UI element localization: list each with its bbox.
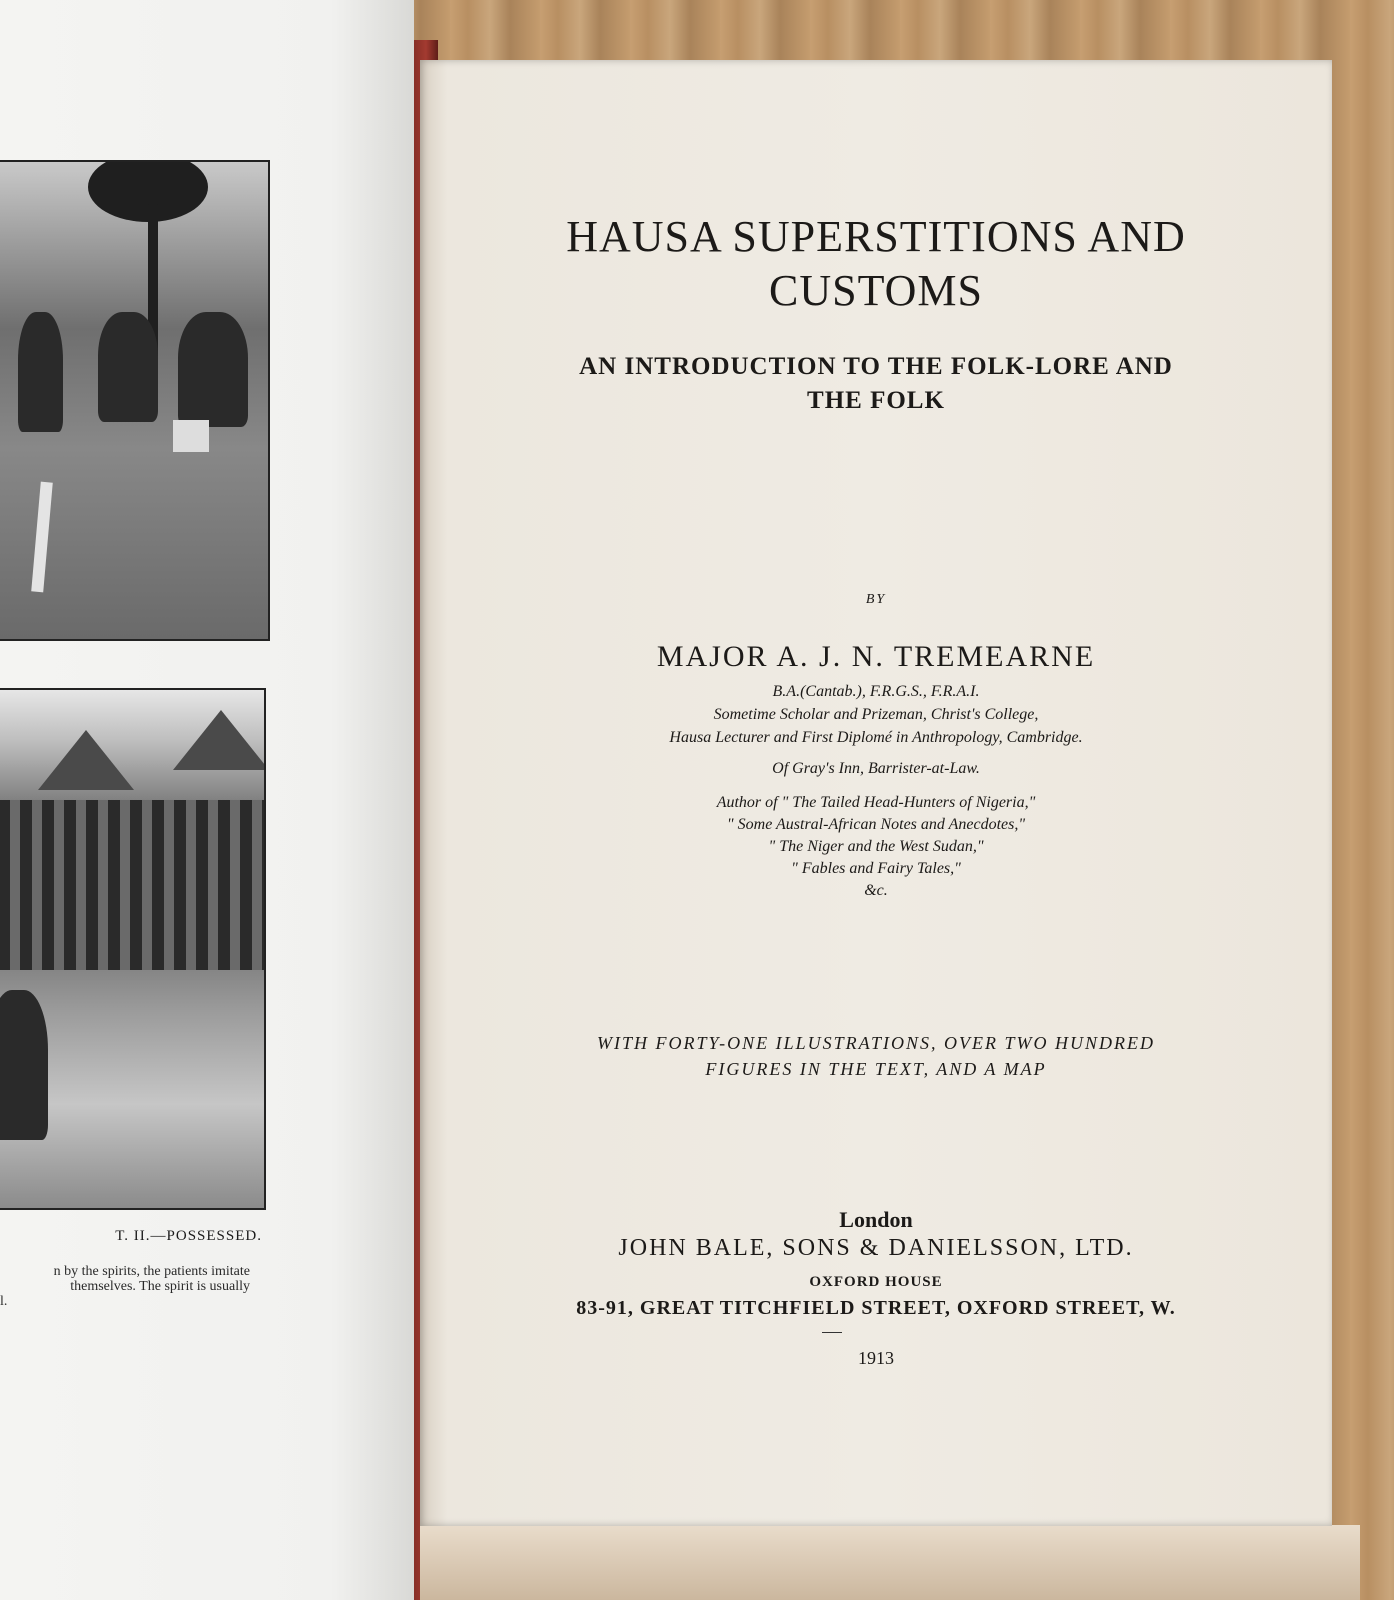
caption-line: n by the spirits, the patients imitate <box>53 1264 250 1279</box>
caption-line: themselves. The spirit is usually <box>70 1279 250 1294</box>
crowd <box>0 800 264 970</box>
figure-caption: T. II.—POSSESSED. <box>115 1228 262 1244</box>
publisher-address: 83-91, GREAT TITCHFIELD STREET, OXFORD STREET, W. <box>576 1297 1176 1319</box>
page-block-edge <box>420 1525 1360 1600</box>
subtitle-line: THE FOLK <box>807 387 945 414</box>
book-title <box>420 210 1332 318</box>
works-line: Author of " The Tailed Head-Hunters of Nigeria," <box>716 794 1036 811</box>
hut-roof <box>173 710 266 770</box>
photograph-crowd-village <box>0 688 266 1210</box>
publisher-name: JOHN BALE, SONS & DANIELSSON, LTD. <box>618 1235 1134 1261</box>
seated-figure <box>18 312 63 432</box>
works-line: &c. <box>864 882 888 899</box>
seated-figure <box>178 312 248 427</box>
caption-text <box>0 1264 250 1309</box>
works-line: " Some Austral-African Notes and Anecdotes," <box>726 816 1026 833</box>
works-line: " The Niger and the West Sudan," <box>768 838 984 855</box>
author-credentials <box>420 680 1332 749</box>
by-label: BY <box>865 592 887 607</box>
publisher-city: London <box>839 1207 913 1232</box>
publication-year: 1913 <box>858 1348 894 1368</box>
left-page <box>0 0 414 1600</box>
author-works <box>420 792 1332 902</box>
kneeling-figure <box>0 990 48 1140</box>
author-name: MAJOR A. J. N. TREMEARNE <box>656 640 1096 673</box>
white-stick <box>31 482 53 593</box>
book-subtitle <box>420 350 1332 418</box>
author-inn: Of Gray's Inn, Barrister-at-Law. <box>772 760 980 777</box>
publisher-house: OXFORD HOUSE <box>809 1274 943 1290</box>
works-line: " Fables and Fairy Tales," <box>791 860 961 877</box>
illustrations-line: WITH FORTY-ONE ILLUSTRATIONS, OVER TWO HUNDRED <box>596 1033 1155 1053</box>
photograph-seated-group <box>0 160 270 641</box>
title-line: HAUSA SUPERSTITIONS AND <box>566 212 1186 261</box>
subtitle-line: AN INTRODUCTION TO THE FOLK-LORE AND <box>579 353 1173 380</box>
caption-line: l. <box>0 1294 8 1309</box>
illustrations-note <box>420 1030 1332 1082</box>
divider-rule <box>822 1332 842 1333</box>
credential-line: Hausa Lecturer and First Diplomé in Anthropology, Cambridge. <box>669 729 1083 746</box>
title-line: CUSTOMS <box>768 266 984 315</box>
seated-figure <box>98 312 158 422</box>
illustrations-line: FIGURES IN THE TEXT, AND A MAP <box>705 1059 1047 1079</box>
credential-line: Sometime Scholar and Prizeman, Christ's College, <box>713 706 1039 723</box>
credential-line: B.A.(Cantab.), F.R.G.S., F.R.A.I. <box>772 683 980 700</box>
hut-roof <box>38 730 134 790</box>
box-object <box>173 420 209 452</box>
